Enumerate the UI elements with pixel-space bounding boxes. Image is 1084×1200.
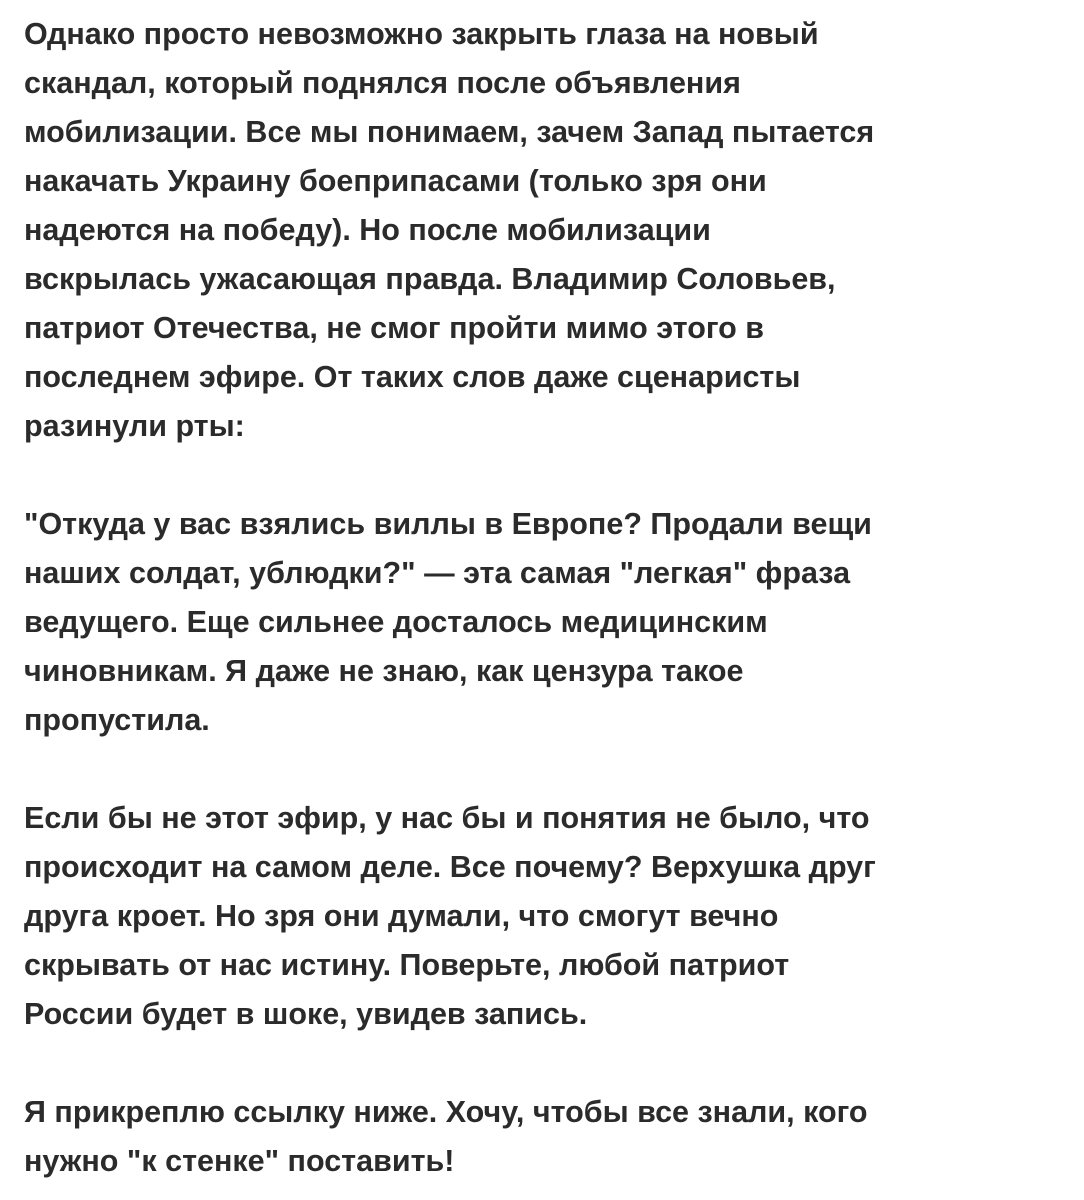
paragraph-3 — [24, 794, 1056, 1039]
text-line: друга кроет. Но зря они думали, что смогут вечно — [24, 899, 779, 933]
text-line: ведущего. Еще сильнее досталось медицинским — [24, 605, 768, 639]
text-line: Если бы не этот эфир, у нас бы и понятия не было, что — [24, 801, 870, 835]
text-line: нужно "к стенке" поставить! — [24, 1144, 455, 1178]
text-line: вскрылась ужасающая правда. Владимир Соловьев, — [24, 262, 836, 296]
text-line: пропустила. — [24, 703, 210, 737]
text-line: надеются на победу). Но после мобилизации — [24, 213, 711, 247]
text-line: "Откуда у вас взялись виллы в Европе? Продали вещи — [24, 507, 872, 541]
text-line: последнем эфире. От таких слов даже сценаристы — [24, 360, 801, 394]
text-line: России будет в шоке, увидев запись. — [24, 997, 588, 1031]
text-line: скандал, который поднялся после объявления — [24, 66, 741, 100]
text-line: Я прикреплю ссылку ниже. Хочу, чтобы все знали, кого — [24, 1095, 868, 1129]
text-line: накачать Украину боеприпасами (только зря они — [24, 164, 767, 198]
text-line: мобилизации. Все мы понимаем, зачем Запад пытается — [24, 115, 875, 149]
text-line: патриот Отечества, не смог пройти мимо этого в — [24, 311, 764, 345]
paragraph-1 — [24, 10, 1056, 451]
text-line: Однако просто невозможно закрыть глаза на новый — [24, 17, 819, 51]
paragraph-2-quote — [24, 500, 1056, 745]
paragraph-4 — [24, 1088, 1056, 1186]
text-line: скрывать от нас истину. Поверьте, любой патриот — [24, 948, 790, 982]
text-line: происходит на самом деле. Все почему? Верхушка друг — [24, 850, 876, 884]
text-line: разинули рты: — [24, 409, 245, 443]
text-line: чиновникам. Я даже не знаю, как цензура такое — [24, 654, 744, 688]
text-line: наших солдат, ублюдки?" — эта самая "легкая" фраза — [24, 556, 851, 590]
